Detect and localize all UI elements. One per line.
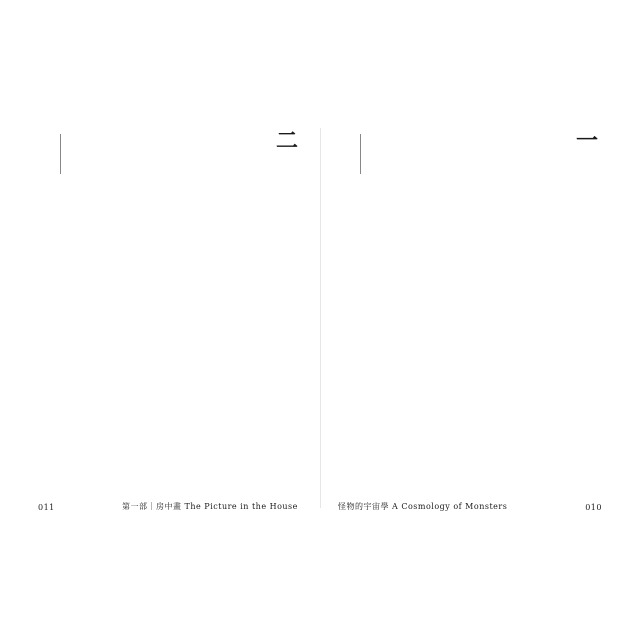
right-page (338, 118, 602, 520)
page-number: 010 (585, 503, 602, 512)
body-text (78, 134, 272, 434)
body-text (378, 134, 572, 434)
running-head: 第一部｜房中畫 The Picture in the House (122, 502, 298, 511)
book-spread (38, 118, 602, 520)
left-page (38, 118, 302, 520)
running-head: 怪物的宇宙學 A Cosmology of Monsters (338, 502, 508, 511)
gutter-divider (320, 128, 321, 508)
page-number: 011 (38, 503, 55, 512)
footnote-divider (360, 134, 361, 174)
footnote-divider (60, 134, 61, 174)
section-number: 二 (275, 128, 298, 154)
section-number: 一 (575, 128, 598, 154)
